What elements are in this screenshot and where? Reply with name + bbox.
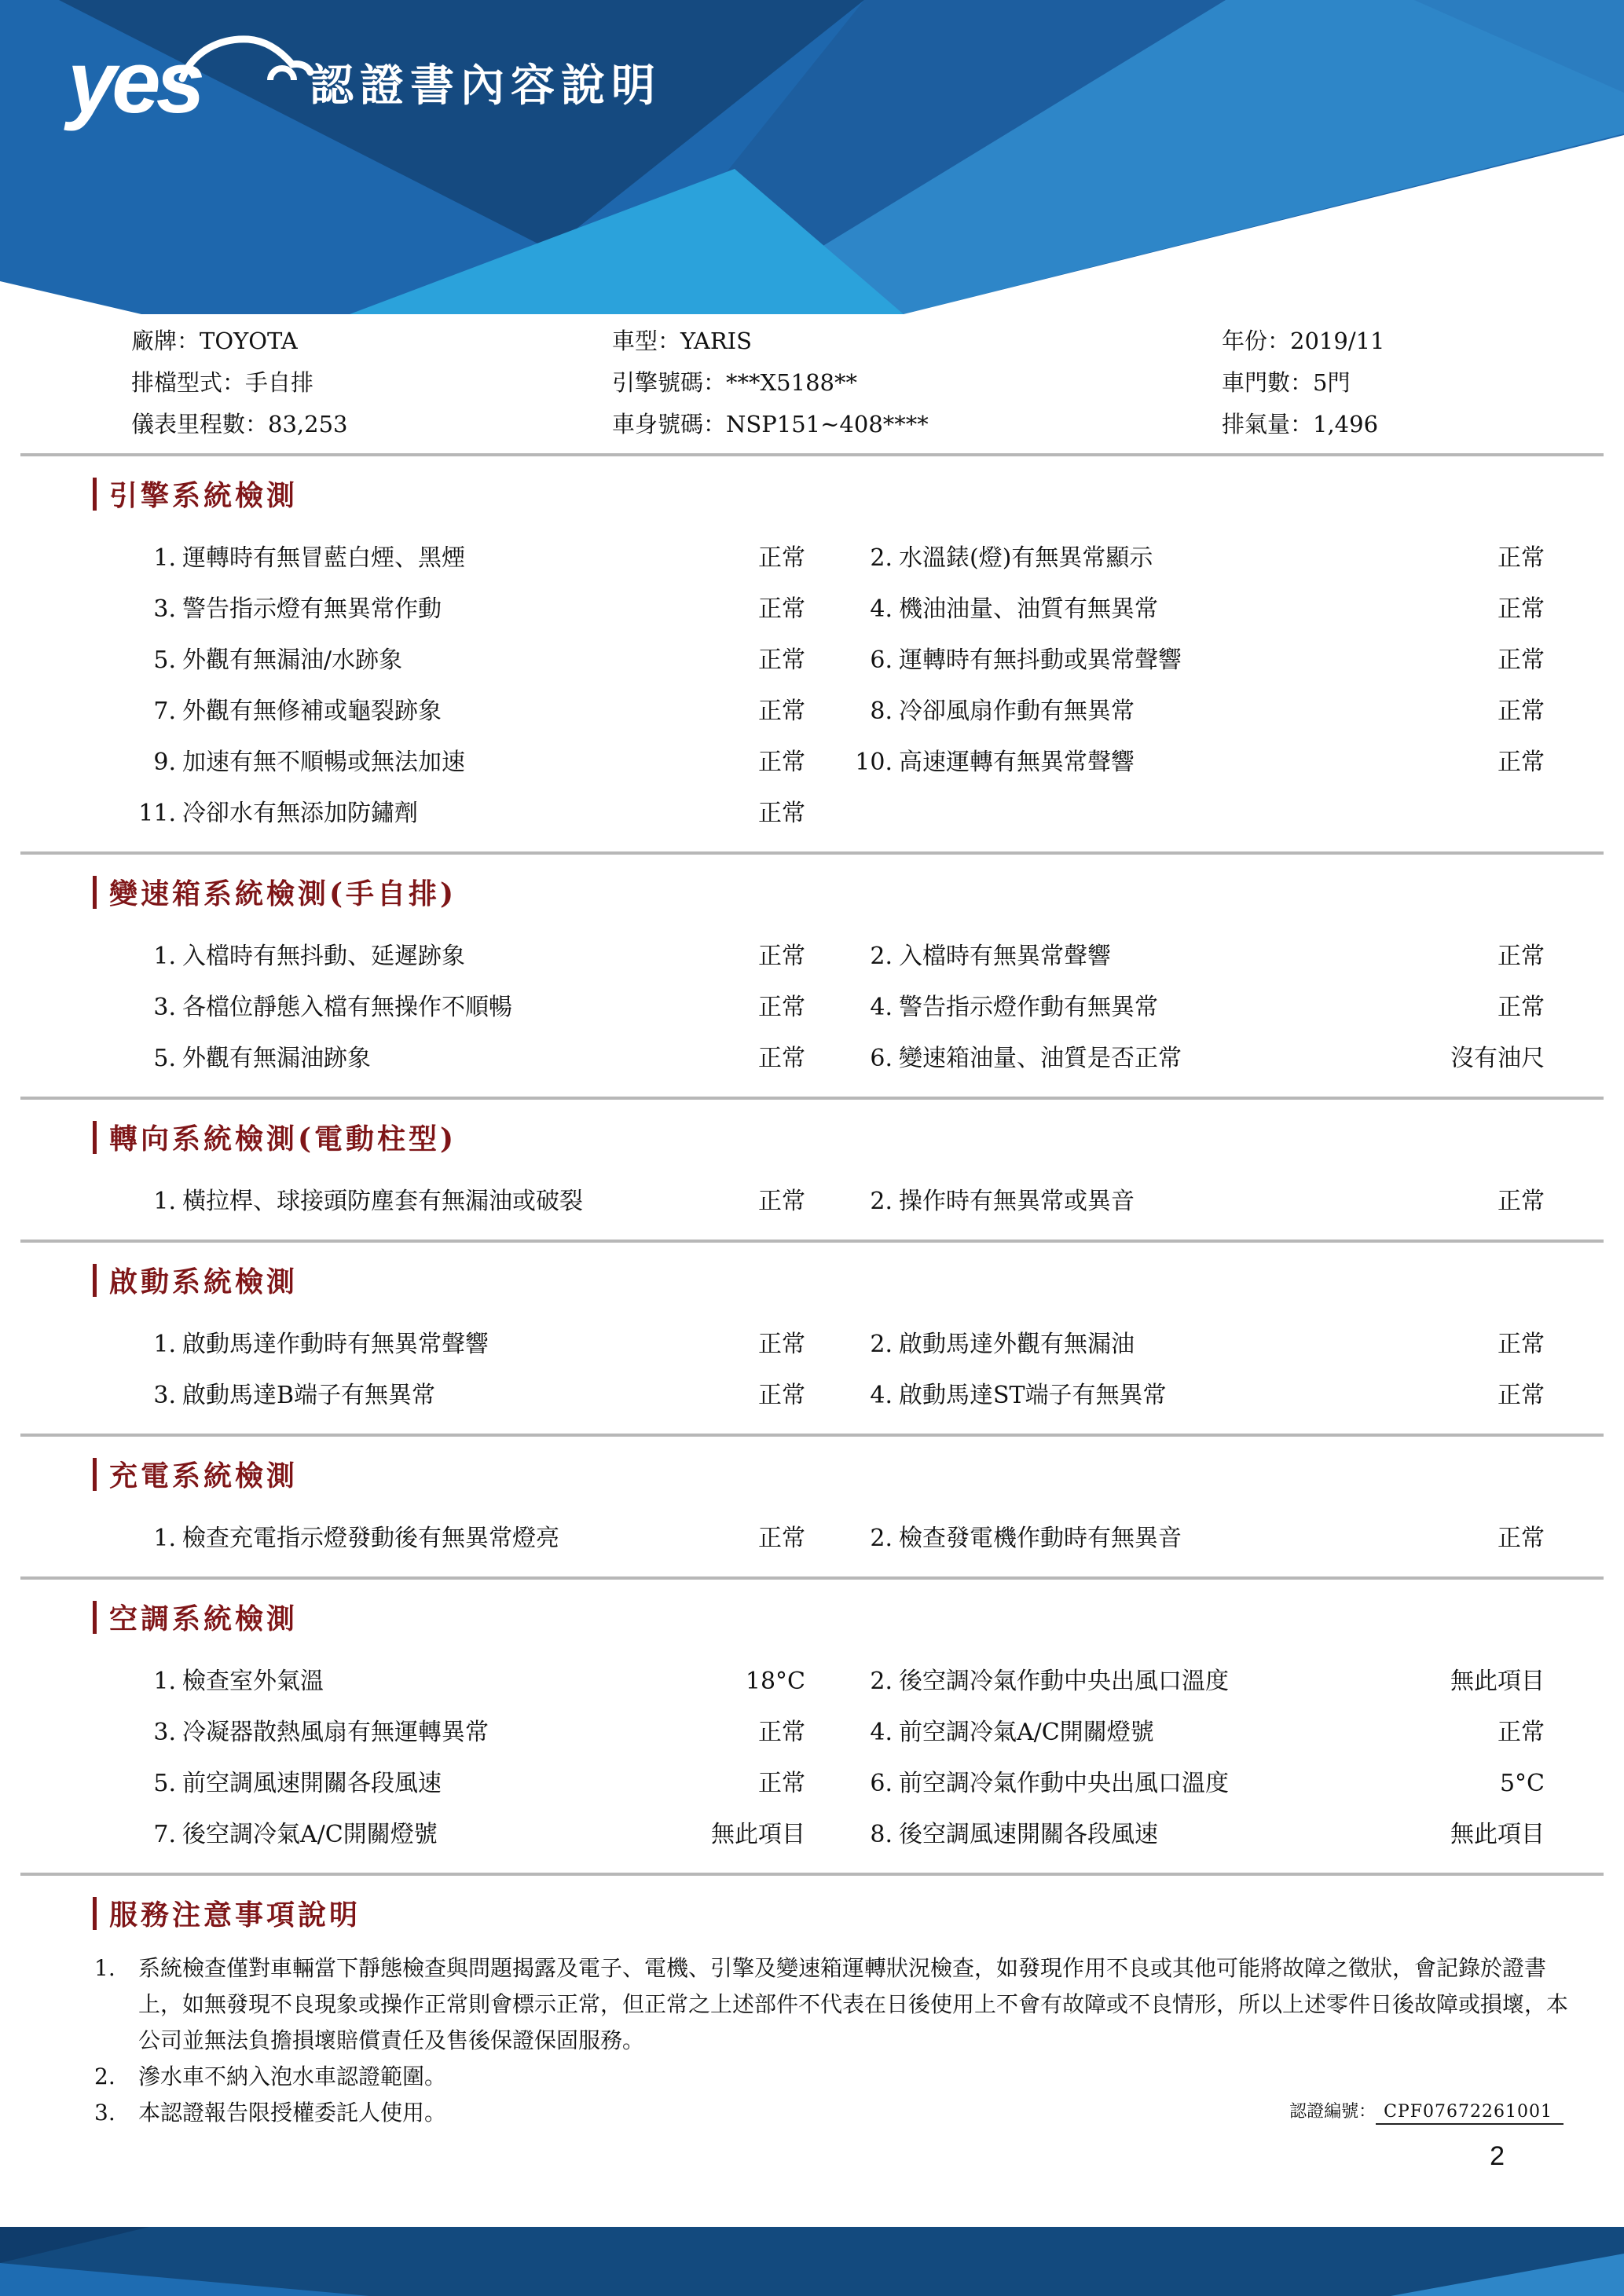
inspection-section [0, 1100, 1624, 1227]
item-number: 4. [870, 1719, 893, 1746]
info-value: 手自排 [245, 369, 314, 396]
item-number: 1. [153, 544, 176, 572]
item-result: 正常 [758, 595, 805, 623]
inspection-item [137, 737, 805, 788]
inspection-item [853, 982, 1545, 1033]
inspection-item [137, 788, 805, 839]
item-number: 1. [153, 1188, 176, 1215]
item-number: 1. [153, 943, 176, 970]
item-result: 正常 [758, 698, 805, 725]
item-label: 變速箱油量、油質是否正常 [899, 1045, 1182, 1072]
item-label: 檢查充電指示燈發動後有無異常燈亮 [182, 1525, 559, 1552]
info-field [131, 404, 612, 445]
inspection-items [137, 1656, 1545, 1860]
info-field [1222, 404, 1593, 445]
item-label: 前空調冷氣作動中央出風口溫度 [899, 1770, 1229, 1797]
section-heading [93, 474, 1624, 514]
item-label: 啟動馬達ST端子有無異常 [899, 1382, 1167, 1409]
note-text: 本認證報告限授權委託人使用。 [138, 2100, 447, 2126]
info-label: 引擎號碼： [612, 369, 727, 396]
item-result: 無此項目 [1450, 1821, 1545, 1848]
section-title: 充電系統檢測 [109, 1459, 299, 1492]
inspection-item [137, 1319, 805, 1370]
info-field [131, 320, 612, 362]
note-text: 系統檢查僅對車輛當下靜態檢查與問題揭露及電子、電機、引擎及變速箱運轉狀況檢查，如發現作用不良或其他可能將故障之徵狀，會記錄於證書上，如無發現不良現象或操作正常則會標示正常，但正常之上述部件不代表在日後使用上不會有故障或不良情形，所以上述零件日後故障或損壞，本公司並無法負擔損壞賠償責任及售後保證保固服務。 [138, 1955, 1569, 2053]
item-number: 5. [153, 646, 176, 674]
info-field [1222, 320, 1593, 362]
item-label: 警告指示燈有無異常作動 [182, 595, 442, 623]
inspection-item [137, 635, 805, 686]
inspection-items [137, 1513, 1545, 1564]
section-marker [93, 1264, 97, 1297]
section-title: 服務注意事項說明 [109, 1899, 361, 1932]
item-result: 無此項目 [1450, 1668, 1545, 1695]
note-text: 滲水車不納入泡水車認證範圍。 [138, 2063, 447, 2089]
item-label: 加速有無不順暢或無法加速 [182, 749, 465, 776]
inspection-item [137, 1707, 805, 1758]
item-result: 正常 [758, 943, 805, 970]
inspection-item [853, 1176, 1545, 1227]
info-label: 儀表里程數： [131, 411, 269, 438]
service-note [94, 2059, 1569, 2095]
info-value: YARIS [680, 328, 753, 354]
service-notes-section [0, 1876, 1624, 2126]
inspection-item [853, 1656, 1545, 1707]
section-marker [93, 1897, 97, 1930]
item-result: 正常 [758, 1188, 805, 1215]
inspection-item [137, 1033, 805, 1084]
item-number: 3. [153, 1382, 176, 1409]
item-result: 正常 [1498, 1719, 1545, 1746]
item-number: 2. [870, 1188, 893, 1215]
footer-graphic [0, 2227, 1624, 2296]
info-value: 5門 [1313, 369, 1351, 396]
info-field [612, 320, 1222, 362]
item-result: 正常 [758, 1770, 805, 1797]
note-number: 3. [94, 2100, 115, 2126]
cert-label: 認證編號： [1289, 2102, 1377, 2122]
item-result: 正常 [1498, 1188, 1545, 1215]
item-result: 正常 [1498, 544, 1545, 572]
item-result: 無此項目 [711, 1821, 805, 1848]
inspection-item [853, 1033, 1545, 1084]
item-result: 正常 [758, 800, 805, 827]
item-number: 9. [153, 749, 176, 776]
section-title: 引擎系統檢測 [109, 479, 299, 512]
inspection-item [853, 1707, 1545, 1758]
car-silhouette-icon [176, 28, 317, 94]
item-label: 後空調冷氣A/C開關燈號 [182, 1821, 438, 1848]
item-label: 外觀有無修補或龜裂跡象 [182, 698, 442, 725]
section-heading [93, 872, 1624, 912]
info-label: 車門數： [1222, 369, 1314, 396]
item-label: 各檔位靜態入檔有無操作不順暢 [182, 994, 512, 1021]
inspection-items [137, 533, 1545, 839]
info-value: 83,253 [268, 411, 348, 438]
item-label: 冷凝器散熱風扇有無運轉異常 [182, 1719, 489, 1746]
item-number: 5. [153, 1045, 176, 1072]
section-marker [93, 876, 97, 909]
inspection-item [137, 1656, 805, 1707]
item-number: 2. [870, 544, 893, 572]
item-number: 2. [870, 1668, 893, 1695]
item-number: 4. [870, 994, 893, 1021]
item-number: 6. [870, 1045, 893, 1072]
item-result: 正常 [758, 749, 805, 776]
note-number: 2. [94, 2063, 115, 2089]
item-label: 啟動馬達外觀有無漏油 [899, 1331, 1135, 1358]
cert-value: CPF07672261001 [1376, 2102, 1564, 2125]
inspection-item [853, 737, 1545, 788]
item-result: 5°C [1499, 1770, 1545, 1797]
inspection-item [853, 1513, 1545, 1564]
info-field [612, 404, 1222, 445]
item-result: 正常 [1498, 698, 1545, 725]
item-result: 正常 [1498, 1382, 1545, 1409]
inspection-item [137, 1370, 805, 1421]
info-field [131, 362, 612, 404]
item-label: 外觀有無漏油/水跡象 [182, 646, 403, 674]
item-label: 入檔時有無抖動、延遲跡象 [182, 943, 465, 970]
item-number: 10. [855, 749, 893, 776]
item-label: 前空調風速開關各段風速 [182, 1770, 442, 1797]
section-marker [93, 1458, 97, 1491]
item-label: 啟動馬達B端子有無異常 [182, 1382, 436, 1409]
item-label: 外觀有無漏油跡象 [182, 1045, 371, 1072]
inspection-section [0, 1437, 1624, 1564]
note-number: 1. [94, 1955, 115, 1981]
item-result: 正常 [758, 1331, 805, 1358]
inspection-item [853, 1370, 1545, 1421]
inspection-item [853, 686, 1545, 737]
inspection-item [853, 1319, 1545, 1370]
inspection-item [853, 533, 1545, 584]
item-result: 正常 [1498, 994, 1545, 1021]
item-label: 運轉時有無抖動或異常聲響 [899, 646, 1182, 674]
inspection-section [0, 1243, 1624, 1421]
info-field [1222, 362, 1593, 404]
brand-block [68, 31, 662, 134]
service-note [94, 1950, 1569, 2059]
item-result: 正常 [758, 1525, 805, 1552]
item-number: 5. [153, 1770, 176, 1797]
item-label: 檢查發電機作動時有無異音 [899, 1525, 1182, 1552]
info-label: 車身號碼： [612, 411, 727, 438]
inspection-item [137, 686, 805, 737]
section-title: 變速箱系統檢測(手自排) [109, 877, 457, 910]
inspection-items [137, 1319, 1545, 1421]
info-value: NSP151~408**** [726, 411, 929, 438]
item-label: 前空調冷氣A/C開關燈號 [899, 1719, 1154, 1746]
item-label: 機油油量、油質有無異常 [899, 595, 1158, 623]
item-number: 7. [153, 698, 176, 725]
info-label: 排檔型式： [131, 369, 246, 396]
item-result: 正常 [758, 646, 805, 674]
item-number: 3. [153, 595, 176, 623]
info-label: 廠牌： [131, 328, 200, 354]
vehicle-info [131, 320, 1593, 445]
info-value: ***X5188** [726, 369, 857, 396]
section-marker [93, 1601, 97, 1634]
item-result: 正常 [1498, 595, 1545, 623]
inspection-item [137, 1758, 805, 1809]
item-number: 4. [870, 595, 893, 623]
item-result: 正常 [1498, 1331, 1545, 1358]
item-result: 正常 [758, 994, 805, 1021]
item-result: 正常 [1498, 646, 1545, 674]
inspection-item [137, 1809, 805, 1860]
section-heading [93, 1117, 1624, 1157]
item-result: 正常 [758, 544, 805, 572]
item-label: 水溫錶(燈)有無異常顯示 [899, 544, 1153, 572]
section-heading [93, 1454, 1624, 1494]
item-label: 檢查室外氣溫 [182, 1668, 324, 1695]
info-field [612, 362, 1222, 404]
inspection-items [137, 1176, 1545, 1227]
item-result: 正常 [758, 1045, 805, 1072]
page-number: 2 [1490, 2141, 1505, 2171]
inspection-item [853, 635, 1545, 686]
inspection-item [137, 931, 805, 982]
inspection-sections [0, 453, 1624, 1876]
item-label: 運轉時有無冒藍白煙、黑煙 [182, 544, 465, 572]
info-label: 車型： [612, 328, 681, 354]
info-value: 1,496 [1313, 411, 1379, 438]
item-number: 1. [153, 1331, 176, 1358]
section-marker [93, 1121, 97, 1154]
item-number: 3. [153, 1719, 176, 1746]
item-result: 18°C [745, 1668, 805, 1695]
item-result: 正常 [758, 1382, 805, 1409]
item-number: 8. [870, 1821, 893, 1848]
inspection-item [853, 931, 1545, 982]
item-label: 冷卻水有無添加防鏽劑 [182, 800, 418, 827]
item-number: 2. [870, 1331, 893, 1358]
inspection-item [137, 982, 805, 1033]
inspection-section [0, 456, 1624, 839]
inspection-item [853, 1758, 1545, 1809]
item-number: 2. [870, 943, 893, 970]
inspection-item [137, 1513, 805, 1564]
item-label: 操作時有無異常或異音 [899, 1188, 1135, 1215]
item-label: 橫拉桿、球接頭防塵套有無漏油或破裂 [182, 1188, 583, 1215]
page-title: 認證書內容說明 [310, 60, 662, 110]
item-result: 正常 [1498, 1525, 1545, 1552]
page-header [0, 0, 1624, 314]
inspection-item [853, 584, 1545, 635]
item-result: 沒有油尺 [1450, 1045, 1545, 1072]
item-label: 入檔時有無異常聲響 [899, 943, 1111, 970]
item-result: 正常 [1498, 749, 1545, 776]
item-label: 後空調風速開關各段風速 [899, 1821, 1158, 1848]
info-label: 年份： [1222, 328, 1291, 354]
item-label: 冷卻風扇作動有無異常 [899, 698, 1135, 725]
yes-logo [68, 31, 278, 134]
item-label: 後空調冷氣作動中央出風口溫度 [899, 1668, 1229, 1695]
item-result: 正常 [1498, 943, 1545, 970]
yes-logo-text: yes [68, 33, 200, 131]
section-marker [93, 478, 97, 511]
item-number: 6. [870, 646, 893, 674]
item-number: 8. [870, 698, 893, 725]
inspection-item [137, 533, 805, 584]
item-number: 1. [153, 1525, 176, 1552]
item-result: 正常 [758, 1719, 805, 1746]
inspection-items [137, 931, 1545, 1084]
item-number: 6. [870, 1770, 893, 1797]
section-heading [93, 1260, 1624, 1300]
section-title: 轉向系統檢測(電動柱型) [109, 1122, 457, 1155]
section-title: 啟動系統檢測 [109, 1265, 299, 1298]
item-label: 高速運轉有無異常聲響 [899, 749, 1135, 776]
inspection-section [0, 855, 1624, 1084]
inspection-section [0, 1580, 1624, 1860]
item-number: 3. [153, 994, 176, 1021]
inspection-item [853, 1809, 1545, 1860]
item-number: 1. [153, 1668, 176, 1695]
inspection-item [137, 1176, 805, 1227]
item-number: 2. [870, 1525, 893, 1552]
inspection-item [137, 584, 805, 635]
info-value: TOYOTA [200, 328, 298, 354]
info-label: 排氣量： [1222, 411, 1314, 438]
item-label: 警告指示燈作動有無異常 [899, 994, 1158, 1021]
item-number: 11. [138, 800, 176, 827]
item-number: 7. [153, 1821, 176, 1848]
item-number: 4. [870, 1382, 893, 1409]
section-heading [93, 1893, 1624, 1933]
section-heading [93, 1597, 1624, 1637]
section-title: 空調系統檢測 [109, 1602, 299, 1635]
info-value: 2019/11 [1290, 328, 1385, 354]
item-label: 啟動馬達作動時有無異常聲響 [182, 1331, 489, 1358]
